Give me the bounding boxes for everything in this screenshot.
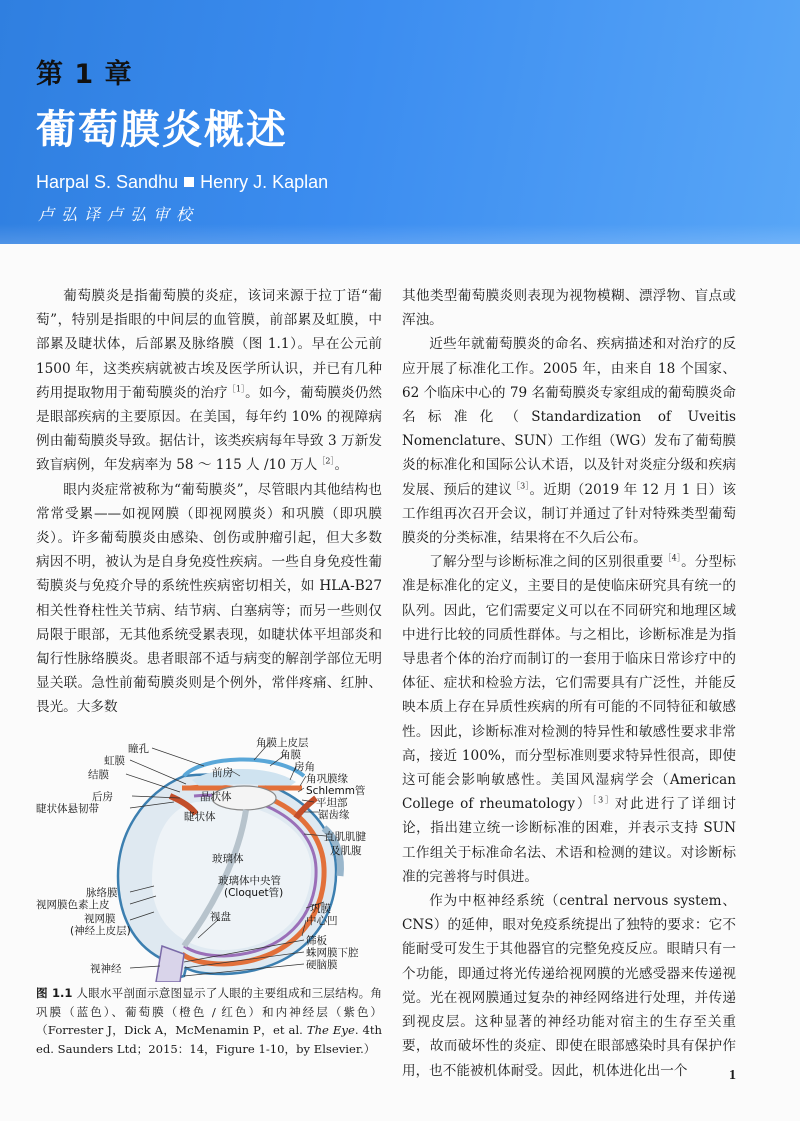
reference-marker: ［4］ xyxy=(663,553,682,563)
label-posterior-chamber: 后房 xyxy=(92,791,113,803)
label-sclera: 巩膜 xyxy=(310,903,331,915)
label-cloquet: 玻璃体中央管 xyxy=(218,875,281,887)
label-optic-nerve: 视神经 xyxy=(90,963,122,975)
paragraph-text: 了解分型与诊断标准之间的区别很重要 xyxy=(429,554,664,571)
eye-diagram xyxy=(34,736,384,982)
figure-caption-text: 人眼水平剖面示意图显示了人眼的主要组成和三层结构。角巩膜（蓝色）、葡萄膜（橙色 / 红色）和内神经层（紫色）（Forrester J，Dick A，McMenamin P，et al. xyxy=(36,986,382,1037)
reference-marker: ［3］ xyxy=(592,795,615,805)
label-corneal-epithelium: 角膜上皮层 xyxy=(256,737,309,749)
label-pars-plana: 平坦部 xyxy=(316,797,348,809)
label-choroid: 脉络膜 xyxy=(86,887,118,899)
chapter-banner xyxy=(0,0,800,244)
paragraph: 葡萄膜炎是指葡萄膜的炎症，该词来源于拉丁语“葡萄”，特别是指眼的中间层的血管膜，前部累及虹膜，中部累及睫状体，后部累及脉络膜（图 1.1）。早在公元前 1500 年，这类疾病就被古埃及医学所认识，并已有几种药用提取物用于葡萄膜炎的治疗$^{[1]}$。如今，葡萄膜炎仍然是眼部疾病的主要原因。在美国，每年约 10% 的视障病例由葡萄膜炎导致。据估计，该类疾病每年导致 3 万新发致盲病例，年发病率为 58 ～ 115 人 /10 万人$^{[2]}$。 xyxy=(36,288,383,474)
left-column xyxy=(36,284,382,720)
label-rectus-belly: 及肌腹 xyxy=(330,845,362,857)
paragraph: 其他类型葡萄膜炎则表现为视物模糊、漂浮物、盲点或浑浊。 xyxy=(402,288,736,329)
right-column xyxy=(402,284,736,1083)
label-lens: 晶状体 xyxy=(200,791,232,803)
label-zonules: 睫状体悬韧带 xyxy=(36,803,99,815)
translators: 卢弘译卢弘审校 xyxy=(38,205,200,224)
label-dura: 硬脑膜 xyxy=(306,959,338,971)
label-retina-neural: (神经上皮层) xyxy=(70,925,131,937)
label-limbus: 角巩膜缘 xyxy=(306,773,348,785)
label-angle: 房角 xyxy=(294,761,315,773)
authors xyxy=(36,172,328,193)
label-subarachnoid: 蛛网膜下腔 xyxy=(306,947,359,959)
paragraph-text: 葡萄膜炎是指葡萄膜的炎症，该词来源于拉丁语“葡萄”，特别是指眼的中间层的血管膜，前部累及虹膜，中部累及睫状体，后部累及脉络膜（图 1.1）。早在公元前 1500 年，这类疾病就被古埃及医学所认识，并已有几种药用提取物用于葡萄膜炎的治疗 xyxy=(36,288,382,401)
separator-square-icon xyxy=(184,177,194,187)
chapter-number: 第 1 章 xyxy=(36,59,133,90)
paragraph-text: 如今，葡萄膜炎仍然是眼部疾病的主要原因。在美国，每年约 10% 的视障病例由葡萄膜炎导致。据估计，该类疾病每年导致 3 万新发致盲病例，年发病率为 58 ～ 115 人 /10 万人 xyxy=(36,384,383,474)
reference-marker: ［1］ xyxy=(227,384,246,394)
label-fovea: 中心凹 xyxy=(306,915,338,927)
figure-caption-title: The Eye xyxy=(306,1023,355,1037)
label-iris: 虹膜 xyxy=(104,755,125,767)
label-retina: 视网膜 xyxy=(84,913,116,925)
label-optic-disc: 视盘 xyxy=(210,911,231,923)
figure-caption-tail: . 4th ed. Saunders Ltd；2015：14，Figure 1-10，by Elsevier.） xyxy=(36,1023,383,1056)
author-1: Harpal S. Sandhu xyxy=(36,172,179,192)
paragraph-text: 近些年就葡萄膜炎的命名、疾病描述和对治疗的反应开展了标准化工作。2005 年，由来自 18 个国家、62 个临床中心的 79 名葡萄膜炎专家组成的葡萄膜炎命名标准化（Standardization of Uveitis Nomenclature、SUN）工作组（WG）发布了葡萄膜炎的标准化和国际公认术语，以及针对炎症分级和疾病发展、预后的建议 xyxy=(402,336,736,498)
label-rpe: 视网膜色素上皮 xyxy=(36,899,110,911)
label-anterior-chamber: 前房 xyxy=(212,767,233,779)
paragraph: 眼内炎症常被称为“葡萄膜炎”，尽管眼内其他结构也常常受累——如视网膜（即视网膜炎）和巩膜（即巩膜炎）。许多葡萄膜炎由感染、创伤或肿瘤引起，但大多数病因不明，被认为是自身免疫性疾病。一些自身免疫性葡萄膜炎与免疫介导的系统性疾病密切相关，如 HLA-B27 相关性脊柱性关节病、结节病、白塞病等；而另一些则仅局限于眼部，无其他系统受累表现，如睫状体平坦部炎和匐行性脉络膜炎。患者眼部不适与病变的解剖学部位无明显关联。急性前葡萄膜炎则是个例外，常伴疼痛、红肿、畏光。大多数 xyxy=(36,481,382,716)
label-conjunctiva: 结膜 xyxy=(88,769,109,781)
paragraph xyxy=(402,550,736,889)
paragraph-text: 。分型标准是标准化的定义，主要目的是使临床研究具有统一的队列。因此，它们需要定义可以在不同研究和地理区域中进行比较的同质性群体。与之相比，诊断标准是为指导患者个体的治疗而制订的一套用于临床日常诊疗中的体征、症状和检验方法，它们需要具有广泛性，并能反映本质上存在异质性疾病的所有可能的不同特征和敏感性。因此，诊断标准对检测的特异性和敏感性要求非常高，接近 100%，而分型标准则要求特异性很高，即使这可能会影响敏感性。美国风湿病学会（American College of rheumatology） xyxy=(402,554,737,813)
label-vitreous: 玻璃体 xyxy=(212,853,244,865)
label-lamina: 筛板 xyxy=(306,935,327,947)
label-rectus: 直肌肌腱 xyxy=(324,831,366,843)
chapter-title: 葡萄膜炎概述 xyxy=(36,107,288,153)
label-schlemm: Schlemm管 xyxy=(306,785,366,797)
label-ciliary-body: 睫状体 xyxy=(184,811,216,823)
page-number: 1 xyxy=(729,1068,736,1083)
paragraph-text: 。近期（2019 年 12 月 1 日）该工作组再次召开会议，制订并通过了针对特殊类型葡萄膜炎的分类标准，结果将在不久后公布。 xyxy=(402,481,736,547)
label-pupil: 瞳孔 xyxy=(128,743,149,755)
reference-marker: ［2］ xyxy=(317,456,335,466)
figure-caption xyxy=(36,984,382,1058)
label-cornea: 角膜 xyxy=(280,749,301,761)
paragraph-tail: 。 xyxy=(245,384,259,401)
banner-edge xyxy=(0,224,800,244)
paragraph xyxy=(402,332,736,550)
reference-marker: ［3］ xyxy=(511,481,530,491)
figure-caption-label: 图 1.1 xyxy=(36,986,73,1000)
paragraph-text: 对此进行了详细讨论，指出建立统一诊断标准的困难，并表示支持 SUN 工作组关于标准命名法、术语和检测的建议。对诊断标准的完善将与时俱进。 xyxy=(402,796,736,885)
paragraph: 作为中枢神经系统（central nervous system、CNS）的延伸，眼对免疫系统提出了独特的要求：它不能耐受可发生于其他器官的完整免疫反应。眼睛只有一个功能，即通过将光传递给视网膜的光感受器来传递视觉。光在视网膜通过复杂的神经网络进行处理，并传递到视皮层。这种显著的神经功能对宿主的生存至关重要，故而破坏性的炎症、即使在眼部感染时具有保护作用，也不能被机体耐受。因此，机体进化出一个 xyxy=(402,893,736,1079)
label-cloquet-2: (Cloquet管) xyxy=(224,887,284,899)
label-ora-serrata: 锯齿缘 xyxy=(318,809,350,821)
author-2: Henry J. Kaplan xyxy=(200,172,329,192)
